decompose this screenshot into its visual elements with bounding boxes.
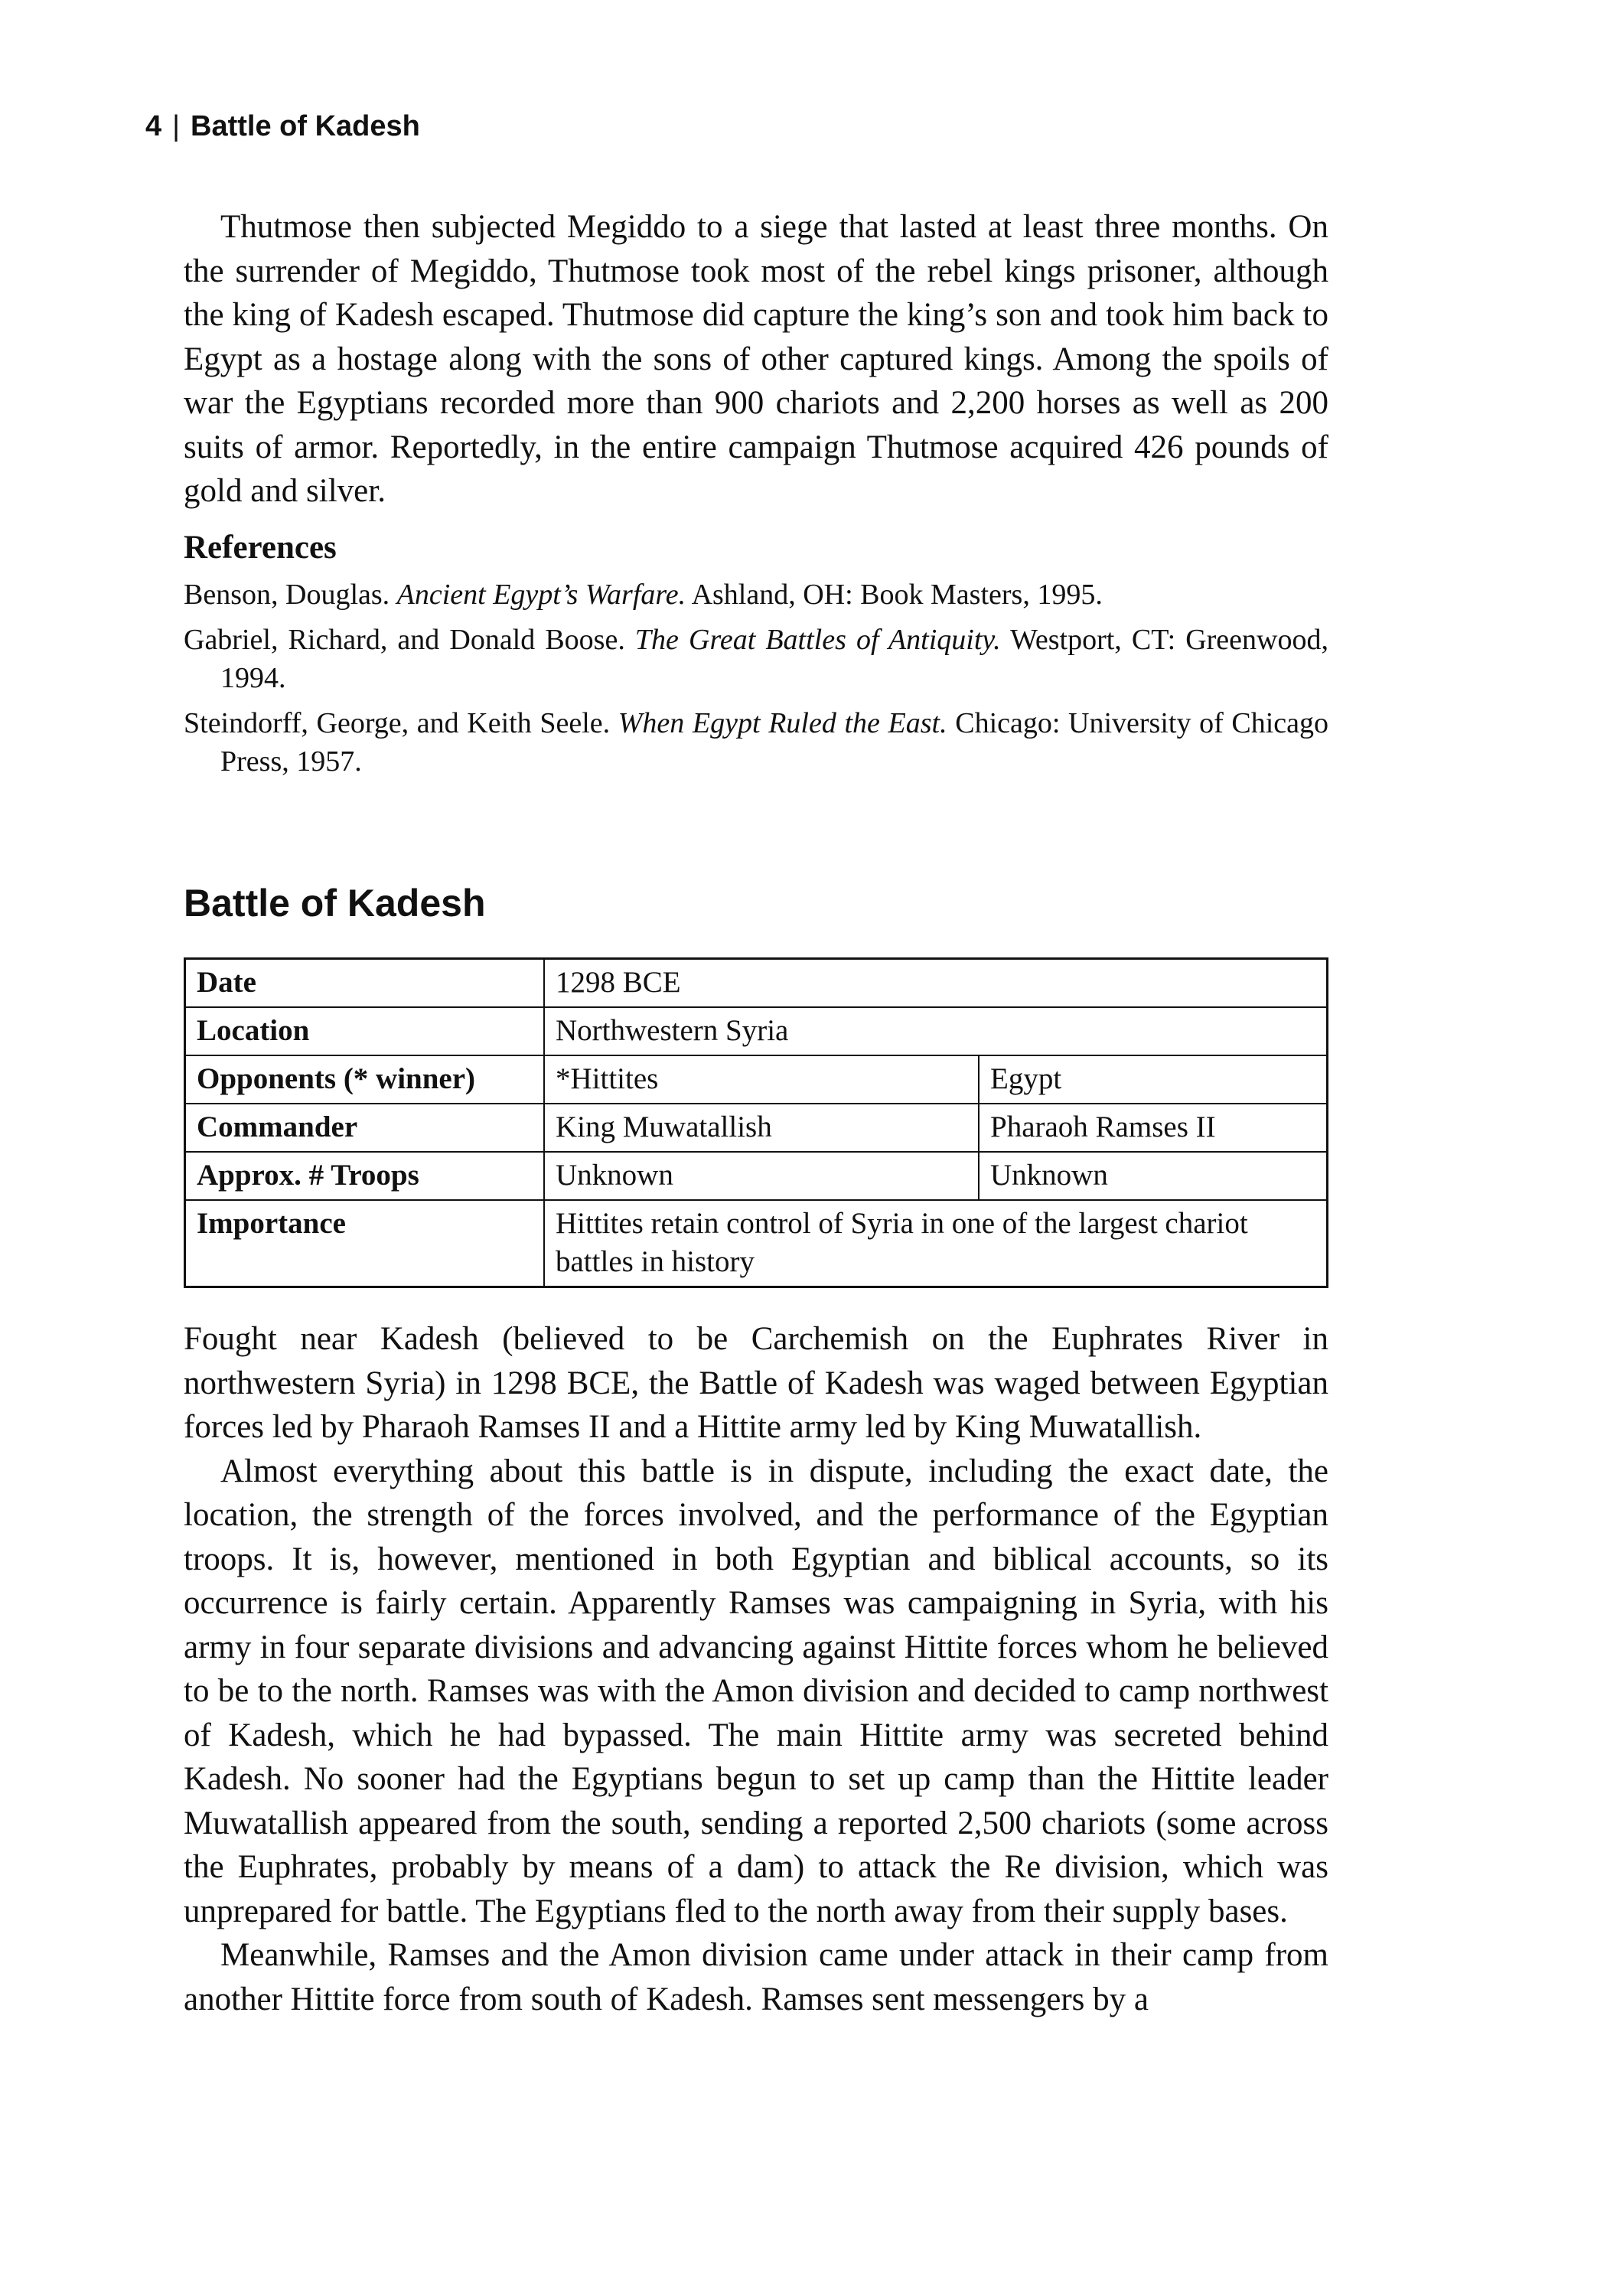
- reference-title: Ancient Egypt’s Warfare.: [396, 579, 686, 611]
- references-list: [184, 576, 1328, 788]
- table-row: [185, 1055, 1328, 1104]
- reference-author: Gabriel, Richard, and Donald Boose.: [184, 624, 625, 656]
- date-value: 1298 BCE: [544, 959, 1328, 1008]
- importance-label: Importance: [185, 1200, 545, 1287]
- reference-title: The Great Battles of Antiquity.: [634, 624, 1001, 656]
- intro-paragraph: Thutmose then subjected Megiddo to a siege that lasted at least three months. On the surrender of Megiddo, Thutmose took most of the rebel kings prisoner, although the king of Kadesh escaped. Thutmose did capture the king’s son and took him back to Egypt as a hostage along with the sons of other captured kings. Among the spoils of war the Egyptians recorded more than 900 chariots and 2,200 horses as well as 200 suits of armor. Reportedly, in the entire campaign Thutmose acquired 426 pounds of gold and silver.: [184, 209, 1328, 509]
- intro-section: [184, 205, 1328, 514]
- opponents-label: Opponents (* winner): [185, 1055, 545, 1104]
- location-value: Northwestern Syria: [544, 1007, 1328, 1055]
- table-row: [185, 959, 1328, 1008]
- running-title: Battle of Kadesh: [191, 110, 420, 142]
- troops-b: Unknown: [979, 1152, 1328, 1200]
- body-paragraph: Fought near Kadesh (believed to be Carchemish on the Euphrates River in northwestern Syria) in 1298 BCE, the Battle of Kadesh was waged between Egyptian forces led by Pharaoh Ramses II and a Hittite army led by King Muwatallish.: [184, 1321, 1328, 1445]
- reference-title: When Egypt Ruled the East.: [618, 707, 947, 739]
- reference-author: Benson, Douglas.: [184, 579, 390, 611]
- reference-author: Steindorff, George, and Keith Seele.: [184, 707, 611, 739]
- battle-facts-table: [184, 957, 1328, 1288]
- body-paragraph: Almost everything about this battle is in dispute, including the exact date, the location, the strength of the forces involved, and the performance of the Egyptian troops. It is, however, mentioned in both Egyptian and biblical accounts, so its occurrence is fairly certain. Apparently Ramses was campaigning in Syria, with his army in four separate divisions and advancing against Hittite forces whom he believed to be to the north. Ramses was with the Amon division and decided to camp northwest of Kadesh, which he had bypassed. The main Hittite army was secreted behind Kadesh. No sooner had the Egyptians begun to set up camp than the Hittite leader Muwatallish appeared from the south, sending a reported 2,500 chariots (some across the Euphrates, probably by means of a dam) to attack the Re division, which was unprepared for battle. The Egyptians fled to the north away from their supply bases.: [184, 1453, 1328, 1929]
- importance-value: Hittites retain control of Syria in one of the largest chariot battles in history: [544, 1200, 1328, 1287]
- main-body: [184, 1317, 1328, 2021]
- running-header: [145, 107, 420, 145]
- commander-b: Pharaoh Ramses II: [979, 1104, 1328, 1152]
- body-paragraph: Meanwhile, Ramses and the Amon division came under attack in their camp from another Hittite force from south of Kadesh. Ramses sent messengers by a: [184, 1937, 1328, 2017]
- troops-label: Approx. # Troops: [185, 1152, 545, 1200]
- commander-a: King Muwatallish: [544, 1104, 979, 1152]
- troops-a: Unknown: [544, 1152, 979, 1200]
- references-heading: References: [184, 530, 337, 566]
- date-label: Date: [185, 959, 545, 1008]
- table-row: [185, 1104, 1328, 1152]
- reference-publication: Ashland, OH: Book Masters, 1995.: [691, 579, 1103, 611]
- header-separator: |: [172, 110, 181, 142]
- reference-publication: Westport, CT: Greenwood, 1994.: [220, 624, 1328, 694]
- section-title: Battle of Kadesh: [184, 882, 486, 925]
- table-row: [185, 1200, 1328, 1287]
- table-row: [185, 1152, 1328, 1200]
- location-label: Location: [185, 1007, 545, 1055]
- reference-item: [184, 576, 1328, 614]
- reference-item: [184, 621, 1328, 697]
- table-row: [185, 1007, 1328, 1055]
- opponent-b: Egypt: [979, 1055, 1328, 1104]
- reference-publication: Chicago: University of Chicago Press, 1957.: [220, 707, 1329, 778]
- reference-item: [184, 704, 1328, 781]
- opponent-a: *Hittites: [544, 1055, 979, 1104]
- commander-label: Commander: [185, 1104, 545, 1152]
- page-number: 4: [145, 110, 162, 142]
